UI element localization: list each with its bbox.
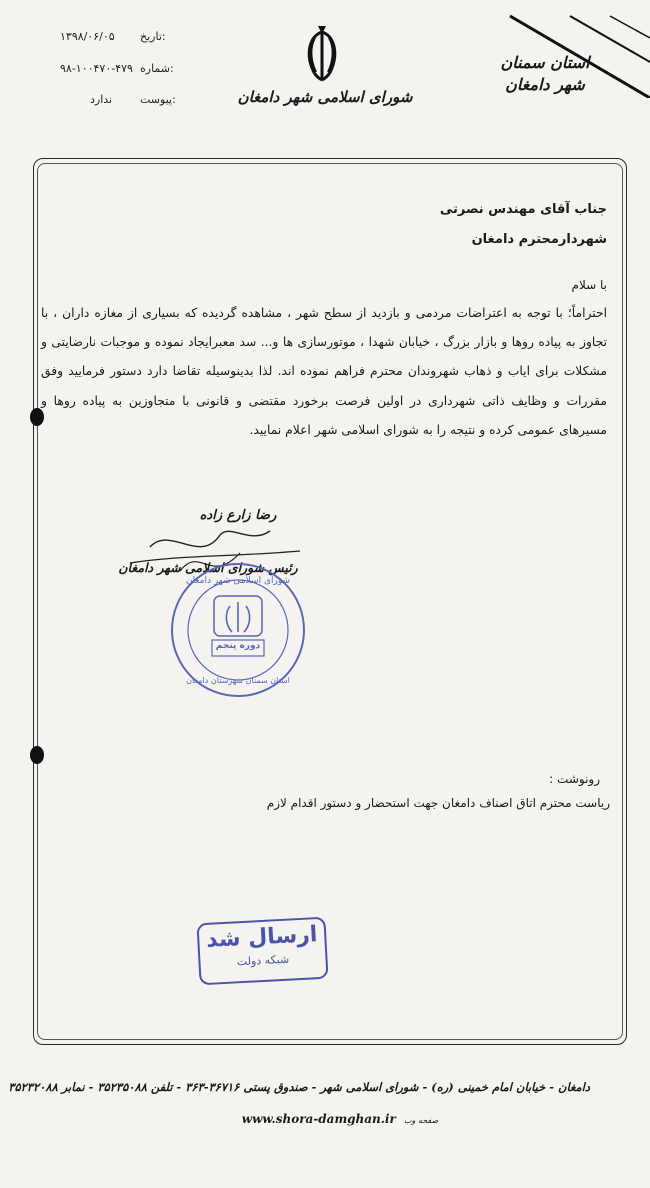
letter-frame-inner xyxy=(37,163,623,1040)
stamp-sub-text: شبکه دولت xyxy=(236,952,290,969)
signer-name: رضا زارع زاده xyxy=(199,508,277,523)
province-title xyxy=(490,52,600,96)
cc-label: رونوشت : xyxy=(549,772,600,786)
greeting: با سلام xyxy=(571,278,607,292)
footer-website[interactable]: www.shora-damghan.ir xyxy=(241,1112,396,1126)
addressee-line-2: شهردارمحترم دامغان xyxy=(471,232,607,247)
stamp-main-text: ارسال شد xyxy=(205,922,318,953)
date-value: ۱۳۹۸/۰۶/۰۵ xyxy=(60,30,115,43)
council-title: شورای اسلامی شهر دامغان xyxy=(237,88,413,106)
seal-top-text: شورای اسلامی شهر دامغان xyxy=(185,576,291,586)
number-label: شماره: xyxy=(140,62,174,75)
signer-title: رئیس شورای اسلامی شهر دامغان xyxy=(118,560,298,575)
date-label: تاریخ: xyxy=(140,30,166,43)
province-line-1: استان سمنان xyxy=(500,53,590,72)
sent-stamp xyxy=(196,917,328,986)
attachment-value: ندارد xyxy=(90,93,113,106)
footer-address: دامغان - خیابان امام خمینی (ره) - شورای اسلامی شهر - صندوق پستی ۳۶۷۱۶-۳۶۳ - تلفن ۳۵۲۳۵۰۸۸ - نمابر ۳۵۲۳۲۰۸۸ xyxy=(8,1080,590,1094)
seal-middle-text: دوره پنجم xyxy=(215,641,261,651)
footer-web-prefix: صفحه وب xyxy=(404,1116,439,1125)
province-line-2: شهر دامغان xyxy=(505,75,585,94)
seal-bottom-text: استان سمنان شهرستان دامغان xyxy=(186,676,290,685)
punch-hole xyxy=(30,746,44,764)
letter-body: احتراماً؛ با توجه به اعتراضات مردمی و بازدید از سطح شهر ، مشاهده گردیده که بسیاری از مغازه داران ، با تجاوز به پیاده روها و بازار بزرگ ، خیابان شهدا ، موتورسازی ها و... سد معبرایجاد نموده و موجبات نارضایتی و مشکلات برای ایاب و ذهاب شهروندان محترم فراهم نموده اند. لذا بدینوسیله تقاضا دارد دستور فرمایید وفق مقررات و وظایف ذاتی شهرداری در اولین فرصت برخورد مقتضی و قانونی با متجاوزین به پیاده روها و مسیرهای عمومی کرده و نتیجه را به شورای اسلامی شهر اعلام نمایید. xyxy=(41,306,607,437)
cc-text: ریاست محترم اتاق اصناف دامغان جهت استحضار و دستور اقدام لازم xyxy=(266,796,610,810)
footer-website-row xyxy=(240,1112,440,1126)
attachment-label: پیوست: xyxy=(140,93,176,106)
number-value: ۹۸-۱۰۰۴۷۰-۴۷۹ xyxy=(60,62,133,75)
iran-emblem-icon xyxy=(296,22,348,84)
addressee-line-1: جناب آقای مهندس نصرتی xyxy=(439,202,607,217)
